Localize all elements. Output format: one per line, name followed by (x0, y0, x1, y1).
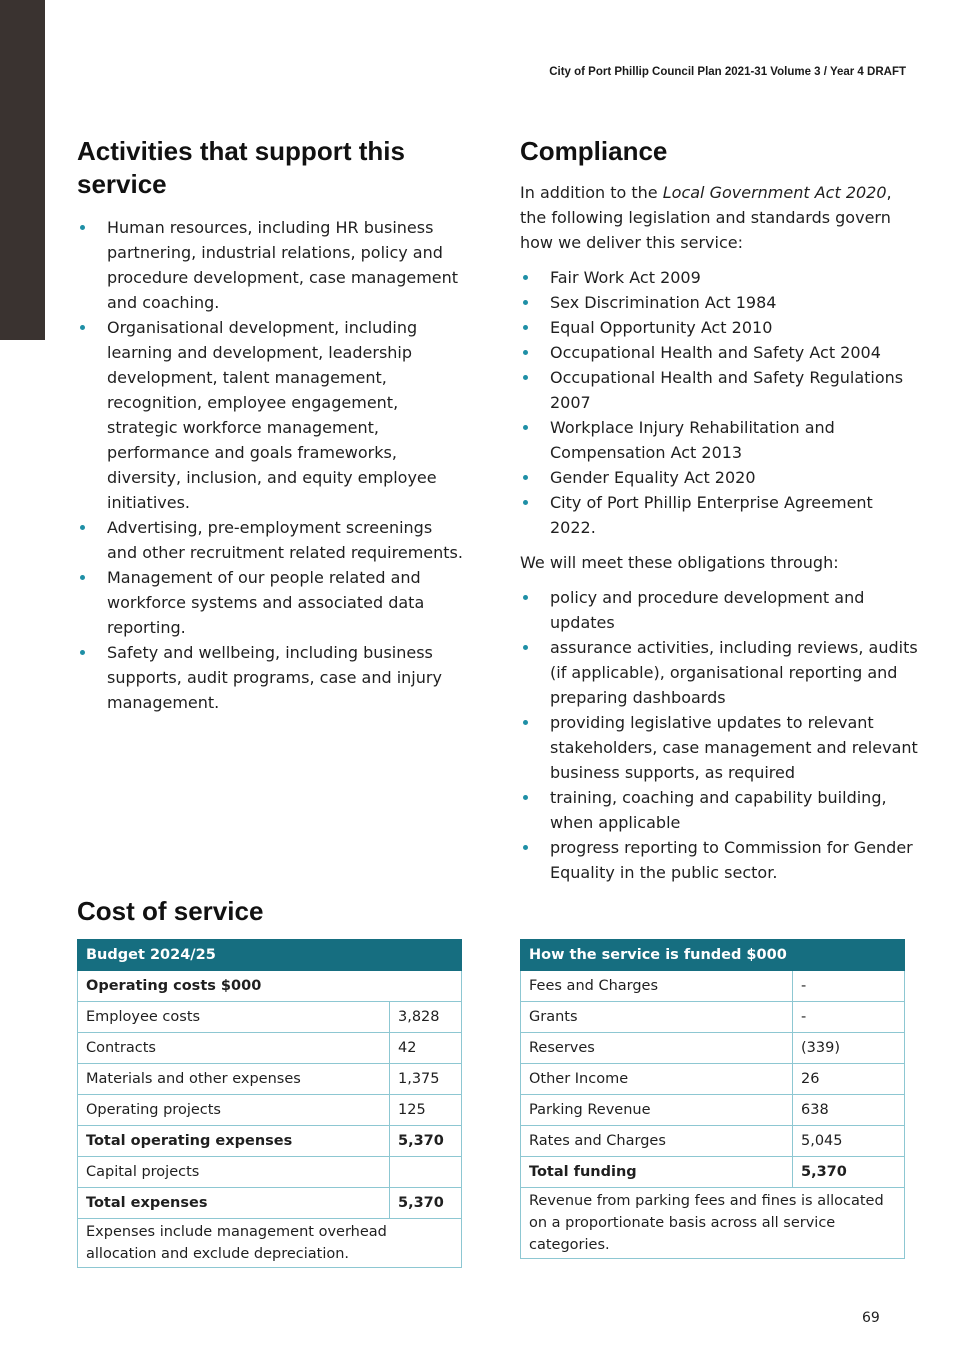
row-value: 638 (793, 1095, 905, 1126)
activities-heading (77, 135, 467, 201)
activities-list (77, 215, 467, 715)
table-row (521, 1095, 905, 1126)
budget-table (77, 939, 462, 1268)
intro-act-name: Local Government Act 2020 (662, 183, 887, 202)
list-item: providing legislative updates to relevant stakeholders, case management and relevant business supports, as required (520, 710, 920, 785)
row-value: 5,045 (793, 1126, 905, 1157)
cost-of-service-heading: Cost of service (77, 896, 264, 926)
row-label: Other Income (521, 1064, 793, 1095)
obligations-list (520, 585, 920, 885)
intro-text-start: In addition to the (520, 183, 663, 202)
row-label: Fees and Charges (521, 971, 793, 1002)
list-item: Human resources, including HR business partnering, industrial relations, policy and procedure development, case management and coaching. (77, 215, 467, 315)
list-item: City of Port Phillip Enterprise Agreement 2022. (520, 490, 920, 540)
row-label: Total funding (521, 1157, 793, 1188)
table-row (78, 1064, 462, 1095)
row-value: - (793, 971, 905, 1002)
budget-table-header: Budget 2024/25 (78, 940, 462, 971)
table-row (78, 1157, 462, 1188)
list-item: Organisational development, including learning and development, leadership development, talent management, recognition, employee engagement, strategic workforce management, performance and goals frameworks, diversity, inclusion, and equity employee initiatives. (77, 315, 467, 515)
table-header-row (521, 940, 905, 971)
row-value: 125 (390, 1095, 462, 1126)
compliance-heading: Compliance (520, 136, 668, 166)
list-item: assurance activities, including reviews, audits (if applicable), organisational reporting and preparing dashboards (520, 635, 920, 710)
row-label: Materials and other expenses (78, 1064, 390, 1095)
legislation-list (520, 265, 920, 540)
row-label: Operating projects (78, 1095, 390, 1126)
row-label: Total expenses (78, 1188, 390, 1219)
compliance-intro (520, 180, 920, 255)
list-item: training, coaching and capability building, when applicable (520, 785, 920, 835)
budget-table-subheader: Operating costs $000 (78, 971, 462, 1002)
row-value: (339) (793, 1033, 905, 1064)
row-label: Employee costs (78, 1002, 390, 1033)
list-item: progress reporting to Commission for Gender Equality in the public sector. (520, 835, 920, 885)
row-value: 1,375 (390, 1064, 462, 1095)
activities-section (77, 135, 467, 715)
list-item: Management of our people related and workforce systems and associated data reporting. (77, 565, 467, 640)
table-row (78, 1126, 462, 1157)
table-row (521, 1157, 905, 1188)
list-item: policy and procedure development and updates (520, 585, 920, 635)
list-item: Gender Equality Act 2020 (520, 465, 920, 490)
table-row (521, 1002, 905, 1033)
activities-heading-line2: service (77, 169, 167, 199)
list-item: Safety and wellbeing, including business supports, audit programs, case and injury management. (77, 640, 467, 715)
row-value (390, 1157, 462, 1188)
row-value: 26 (793, 1064, 905, 1095)
row-label: Rates and Charges (521, 1126, 793, 1157)
row-label: Contracts (78, 1033, 390, 1064)
row-value: 42 (390, 1033, 462, 1064)
list-item: Workplace Injury Rehabilitation and Compensation Act 2013 (520, 415, 920, 465)
table-row (78, 1095, 462, 1126)
row-value: 3,828 (390, 1002, 462, 1033)
table-row (521, 1033, 905, 1064)
row-label: Reserves (521, 1033, 793, 1064)
table-note-row (78, 1219, 462, 1268)
document-header: City of Port Phillip Council Plan 2021-31 Volume 3 / Year 4 DRAFT (549, 66, 906, 78)
table-row (521, 971, 905, 1002)
table-subheader-row (78, 971, 462, 1002)
table-row (78, 1188, 462, 1219)
table-row (78, 1002, 462, 1033)
funding-table-note: Revenue from parking fees and fines is allocated on a proportionate basis across all service categories. (521, 1188, 905, 1259)
row-value: - (793, 1002, 905, 1033)
list-item: Fair Work Act 2009 (520, 265, 920, 290)
funding-table-header: How the service is funded $000 (521, 940, 905, 971)
list-item: Occupational Health and Safety Regulations 2007 (520, 365, 920, 415)
list-item: Advertising, pre-employment screenings and other recruitment related requirements. (77, 515, 467, 565)
row-value: 5,370 (390, 1188, 462, 1219)
row-label: Total operating expenses (78, 1126, 390, 1157)
table-row (521, 1064, 905, 1095)
obligations-intro: We will meet these obligations through: (520, 553, 839, 572)
table-header-row (78, 940, 462, 971)
activities-heading-line1: Activities that support this (77, 136, 405, 166)
table-note-row (521, 1188, 905, 1259)
funding-table (520, 939, 905, 1259)
list-item: Sex Discrimination Act 1984 (520, 290, 920, 315)
row-label: Parking Revenue (521, 1095, 793, 1126)
row-label: Capital projects (78, 1157, 390, 1188)
budget-table-note: Expenses include management overhead allocation and exclude depreciation. (78, 1219, 462, 1268)
list-item: Equal Opportunity Act 2010 (520, 315, 920, 340)
intro-text-end: , the following legislation and standards govern how we deliver this service: (520, 183, 892, 252)
table-row (78, 1033, 462, 1064)
list-item: Occupational Health and Safety Act 2004 (520, 340, 920, 365)
compliance-section (520, 135, 920, 885)
side-accent-bar (0, 0, 45, 340)
page-number: 69 (862, 1310, 880, 1326)
row-value: 5,370 (390, 1126, 462, 1157)
table-row (521, 1126, 905, 1157)
row-label: Grants (521, 1002, 793, 1033)
row-value: 5,370 (793, 1157, 905, 1188)
